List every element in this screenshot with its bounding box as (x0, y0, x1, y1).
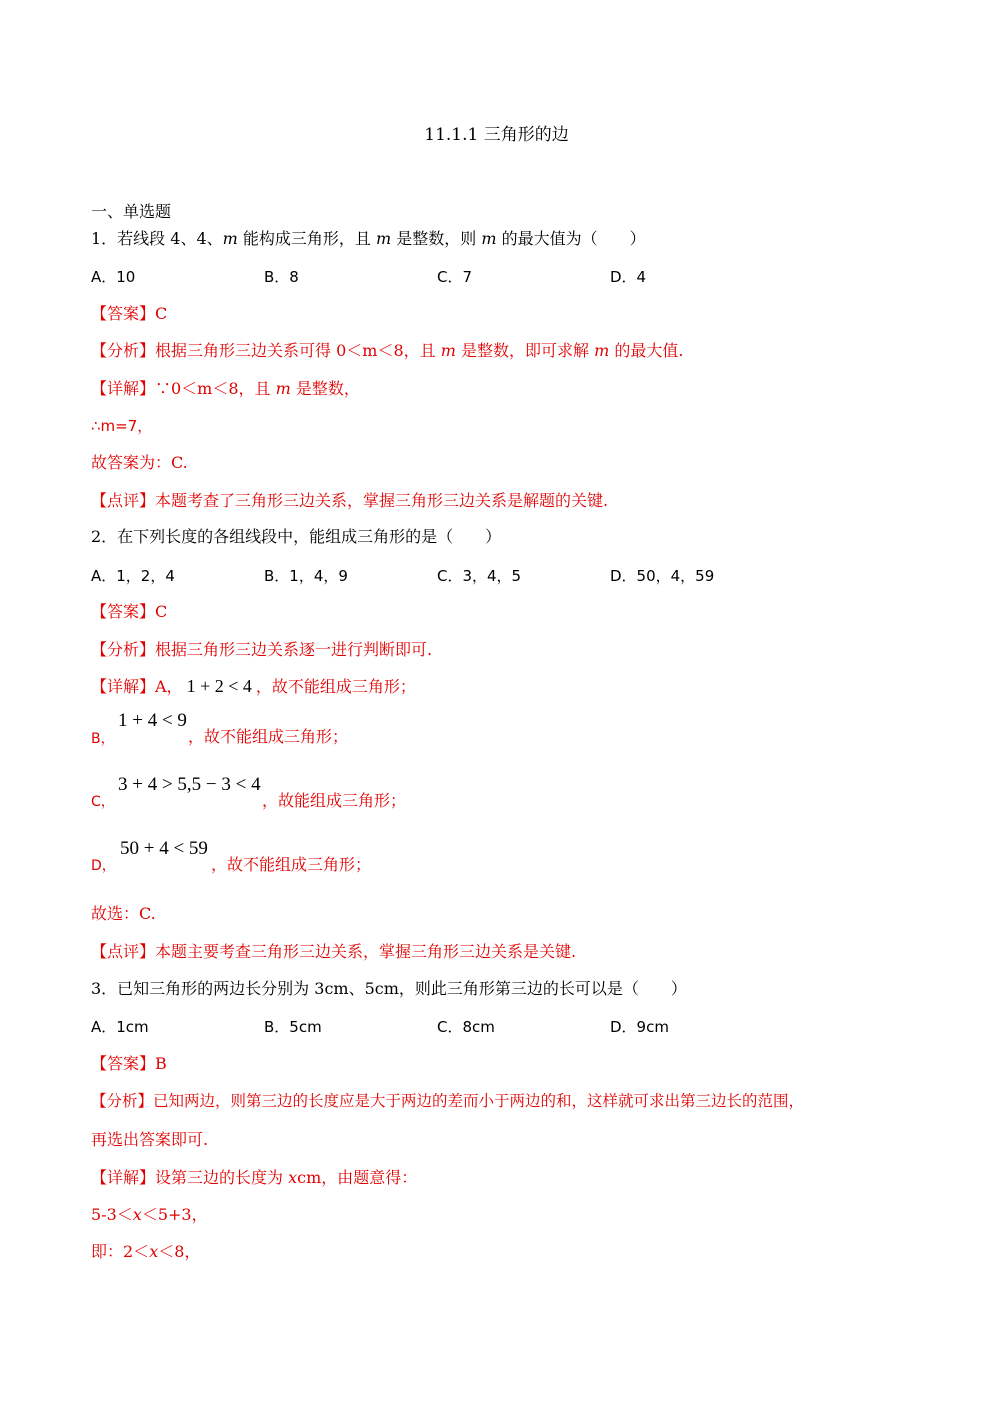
q3-analysis-line1: 【分析】已知两边，则第三边的长度应是大于两边的差而小于两边的和，这样就可求出第三边长的范围， (91, 1092, 805, 1110)
q2-comment: 【点评】本题主要考查三角形三边关系，掌握三角形三边关系是关键. (91, 942, 577, 961)
q2-formula-b: 1 + 4 < 9 (118, 710, 187, 731)
q1-detail: 【详解】∵0＜m＜8，且 m 是整数， (91, 379, 360, 398)
q2-detail-d-suffix: ，故不能组成三角形； (211, 855, 372, 874)
q1-analysis: 【分析】根据三角形三边关系可得 0＜m＜8，且 m 是整数，即可求解 m 的最大值. (91, 341, 684, 360)
q3-answer: 【答案】B (91, 1054, 167, 1073)
q2-answer: 【答案】C (91, 602, 168, 621)
q3-inequality-2: 即：2＜x＜8， (91, 1242, 201, 1261)
q2-detail-a: 【详解】A， 1 + 2 < 4 ，故不能组成三角形； (91, 676, 416, 696)
q1-option-a: A．10 (91, 268, 136, 286)
q2-option-a: A．1，2，4 (91, 567, 175, 585)
question-3-stem: 3．已知三角形的两边长分别为 3cm、5cm，则此三角形第三边的长可以是（ ） (91, 979, 687, 998)
q3-option-a: A．1cm (91, 1018, 149, 1036)
q1-detail-line3: 故答案为：C. (91, 453, 188, 472)
q3-option-d: D．9cm (610, 1018, 669, 1036)
q3-analysis-line2: 再选出答案即可. (91, 1130, 209, 1149)
q2-detail-b-suffix: ，故不能组成三角形； (188, 727, 349, 746)
q2-option-c: C．3，4，5 (437, 567, 522, 585)
q1-comment: 【点评】本题考查了三角形三边关系，掌握三角形三边关系是解题的关键. (91, 491, 609, 510)
q3-option-c: C．8cm (437, 1018, 495, 1036)
question-1-stem: 1．若线段 4、4、m 能构成三角形，且 m 是整数，则 m 的最大值为（ ） (91, 229, 646, 248)
q1-option-c: C．7 (437, 268, 473, 286)
q2-detail-d-prefix: D， (91, 858, 116, 874)
q2-choose: 故选：C. (91, 904, 156, 923)
section-heading: 一、单选题 (91, 202, 172, 221)
q2-detail-c-suffix: ，故能组成三角形； (262, 791, 407, 810)
question-2-stem: 2．在下列长度的各组线段中，能组成三角形的是（ ） (91, 527, 502, 546)
q1-detail-line2: ∴m=7， (91, 417, 153, 435)
q2-formula-a: 1 + 2 < 4 (186, 676, 252, 696)
q2-option-b: B．1，4，9 (264, 567, 348, 585)
q2-option-d: D．50，4，59 (610, 567, 715, 585)
q3-option-b: B．5cm (264, 1018, 322, 1036)
q3-inequality-1: 5-3＜x＜5+3， (91, 1205, 208, 1224)
page-title: 11.1.1 三角形的边 (424, 125, 569, 145)
q2-formula-c: 3 + 4 > 5,5 − 3 < 4 (118, 774, 261, 795)
q2-formula-d: 50 + 4 < 59 (120, 838, 208, 859)
q1-answer: 【答案】C (91, 304, 168, 323)
q3-detail: 【详解】设第三边的长度为 xcm，由题意得： (91, 1168, 418, 1187)
q2-detail-c-prefix: C， (91, 794, 115, 810)
q2-analysis: 【分析】根据三角形三边关系逐一进行判断即可. (91, 640, 433, 659)
q1-option-d: D．4 (610, 268, 647, 286)
q1-option-b: B．8 (264, 268, 299, 286)
q2-detail-b-prefix: B， (91, 731, 115, 747)
